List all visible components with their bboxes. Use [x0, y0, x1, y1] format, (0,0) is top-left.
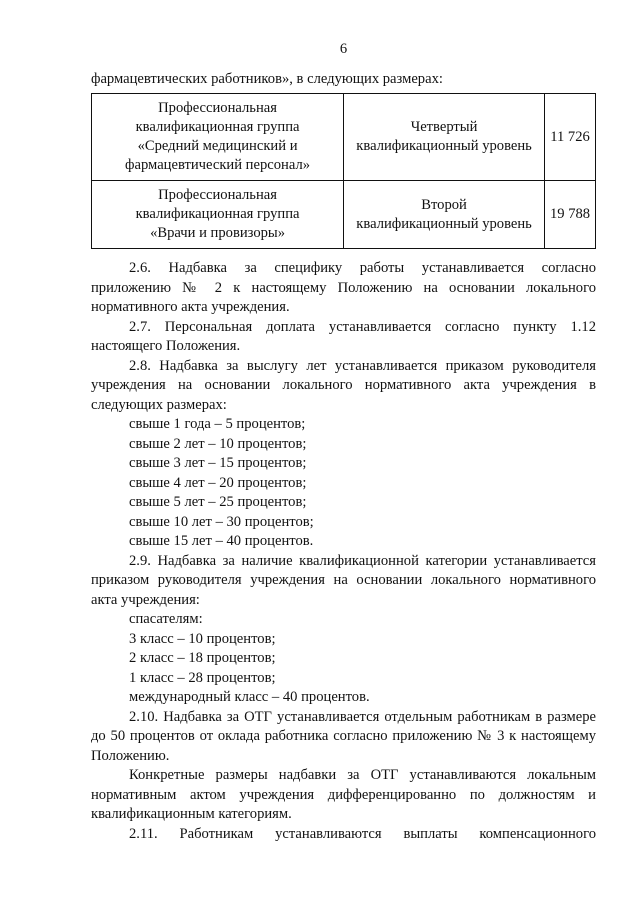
list-item: 1 класс – 28 процентов; [129, 669, 276, 686]
paragraph-2-6: 2.6. Надбавка за специфику работы устанавливается согласно приложению № 2 к настоящему Положению на основании локального нормативного акта учреждения. [91, 260, 596, 315]
level-cell [344, 181, 545, 249]
list-item: свыше 2 лет – 10 процентов; [129, 435, 307, 452]
list-item: 2 класс – 18 процентов; [129, 650, 276, 666]
class-list [91, 630, 596, 708]
amount-cell: 19 788 [545, 181, 596, 249]
group-cell-line: квалификационная группа [135, 119, 300, 135]
group-cell [92, 94, 344, 181]
paragraph-2-7: 2.7. Персональная доплата устанавливается согласно пункту 1.12 настоящего Положения. [91, 318, 596, 354]
seniority-list [91, 415, 596, 552]
group-cell-line: Профессиональная [158, 100, 277, 116]
level-cell-line: Второй [421, 196, 467, 213]
paragraph-2-10: 2.10. Надбавка за ОТГ устанавливается отдельным работникам в размере до 50 процентов от оклада работника согласно приложению № 3 к настоящему Положению. [91, 708, 596, 764]
list-item: свыше 5 лет – 25 процентов; [129, 494, 307, 510]
group-cell [92, 181, 344, 249]
qualification-table [91, 93, 596, 249]
paragraph-otg: Конкретные размеры надбавки за ОТГ устанавливаются локальным нормативным актом учреждения дифференцированно по должностям и квалификационным категориям. [91, 767, 596, 822]
list-item: свыше 3 лет – 15 процентов; [129, 455, 307, 471]
level-cell-line: квалификационный уровень [356, 215, 532, 232]
group-cell-line: фармацевтический персонал» [125, 157, 311, 173]
level-cell-line: квалификационный уровень [356, 138, 532, 154]
list-item: 3 класс – 10 процентов; [129, 630, 276, 647]
list-item: международный класс – 40 процентов. [129, 689, 370, 705]
lead-line: фармацевтических работников», в следующих размерах: [91, 70, 443, 87]
table-row [92, 94, 596, 181]
group-cell-line: «Средний медицинский и [137, 138, 298, 154]
amount-cell: 11 726 [545, 94, 596, 181]
table-row [92, 181, 596, 249]
group-cell-line: квалификационная группа [135, 206, 300, 222]
list-item: свыше 15 лет – 40 процентов. [129, 533, 314, 549]
paragraph-2-11: 2.11. Работникам устанавливаются выплаты компенсационного [129, 825, 596, 842]
rescuers-label: спасателям: [129, 611, 203, 627]
list-item: свыше 4 лет – 20 процентов; [129, 474, 307, 491]
page-number: 6 [339, 41, 348, 57]
group-cell-line: «Врачи и провизоры» [150, 225, 286, 241]
list-item: свыше 10 лет – 30 процентов; [129, 513, 314, 530]
paragraph-2-8: 2.8. Надбавка за выслугу лет устанавливается приказом руководителя учреждения на основании локального нормативного акта учреждения в следующих размерах: [91, 357, 596, 413]
paragraph-2-9: 2.9. Надбавка за наличие квалификационной категории устанавливается приказом руководителя учреждения на основании локального нормативного акта учреждения: [91, 552, 596, 608]
list-item: свыше 1 года – 5 процентов; [129, 416, 306, 432]
level-cell [344, 94, 545, 181]
level-cell-line: Четвертый [410, 119, 478, 135]
group-cell-line: Профессиональная [158, 187, 277, 203]
